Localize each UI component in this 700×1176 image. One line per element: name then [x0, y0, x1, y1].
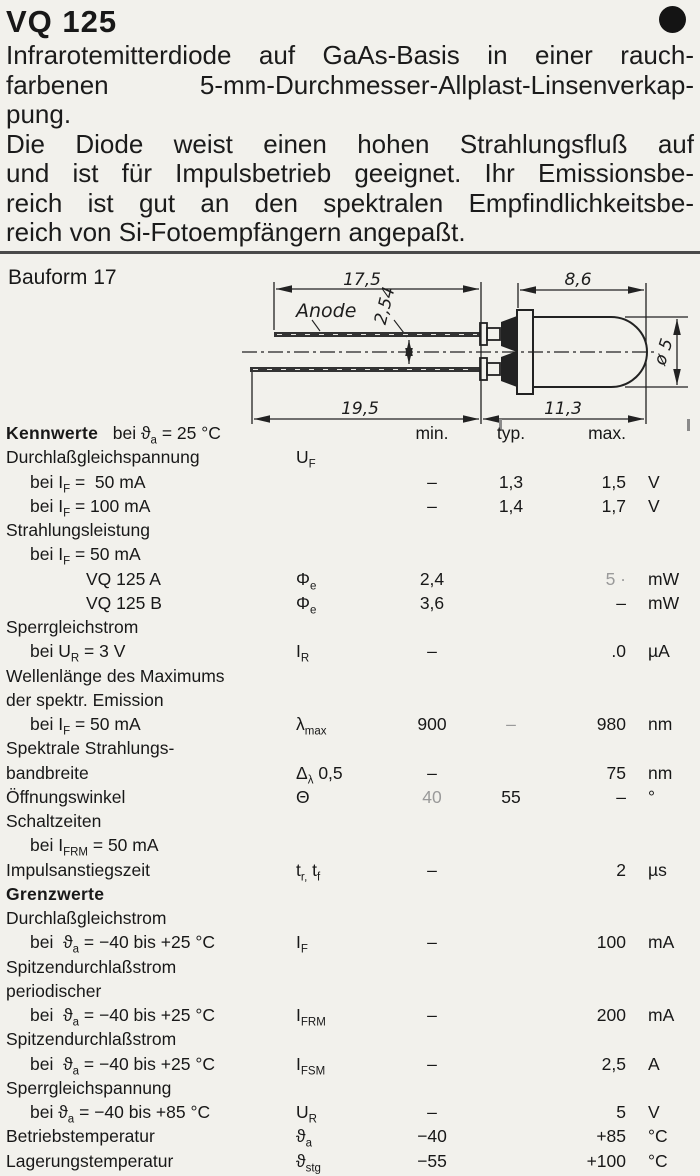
dimension-label-bottom-lead: 19,5 [341, 399, 379, 419]
row-unit: µA [648, 641, 670, 662]
row-min-value [396, 542, 468, 566]
row-unit: nm [648, 714, 673, 734]
row-min-value: – [427, 1005, 437, 1025]
row-typ-value [468, 591, 554, 615]
row-symbol: $U_F$ [296, 447, 316, 471]
bauform-label: Bauform 17 [8, 266, 117, 289]
row-label: Spitzendurchlaßstrom [6, 956, 177, 977]
row-min-value: – [427, 932, 437, 953]
table-row [6, 858, 694, 882]
row-label: Durchlaßgleichspannung [6, 447, 200, 468]
row-typ-value [468, 882, 554, 906]
row-unit [626, 809, 694, 833]
row-max-value: +85 [596, 1126, 626, 1147]
table-row [6, 833, 694, 857]
row-typ-value [468, 542, 554, 566]
row-max-value: 100 [596, 932, 626, 953]
table-row [6, 809, 694, 833]
parameter-table [6, 421, 694, 1173]
row-symbol: $\Phi_e$ [296, 592, 317, 617]
table-row [6, 518, 694, 542]
row-unit [626, 736, 694, 760]
row-label: Wellenlänge des Maximums [6, 665, 225, 686]
row-min-value [396, 833, 468, 857]
row-max-value: .0 [611, 641, 626, 662]
row-max-value [554, 906, 626, 930]
row-symbol: $I_R$ [296, 641, 310, 665]
row-min-value: – [427, 471, 437, 492]
row-label: Spektrale Strahlungs- [6, 738, 175, 759]
row-min-value [396, 979, 468, 1003]
row-unit [626, 445, 694, 469]
row-min-value: 40 [422, 786, 442, 807]
row-label: bei $ϑ_a = -40$ bis +85 °C [30, 1102, 211, 1126]
row-typ-value: typ. [496, 423, 526, 443]
row-max-value: 75 [606, 762, 626, 783]
row-min-value: 3,6 [419, 592, 445, 613]
row-typ-value [468, 445, 554, 469]
intro-line: pung. [6, 99, 72, 129]
row-min-value: – [427, 641, 437, 662]
row-symbol: $\lambda_{max}$ [296, 714, 327, 738]
table-row [6, 688, 694, 712]
row-label: bei $I_F = 100$ mA [30, 495, 151, 520]
row-unit: ° [648, 786, 655, 807]
row-unit [626, 833, 694, 857]
separator-rule [0, 251, 700, 254]
row-unit: nm [648, 762, 673, 783]
row-min-value: 2,4 [419, 568, 445, 589]
row-unit [626, 664, 694, 688]
row-max-value: max. [588, 423, 626, 443]
row-min-value [396, 445, 468, 469]
registration-dot-icon [659, 6, 686, 33]
row-min-value [396, 518, 468, 542]
dimension-label-diameter: ø 5 [650, 336, 678, 368]
intro-line: Infrarotemitterdiode auf GaAs-Basis in einer rauch- [6, 40, 694, 70]
table-row [6, 882, 694, 906]
row-min-value [396, 1076, 468, 1100]
row-max-value [554, 979, 626, 1003]
row-symbol [289, 421, 396, 445]
row-label: bei $ϑ_a = -40$ bis +25 °C [30, 932, 215, 956]
row-typ-value [468, 664, 554, 688]
row-typ-value [468, 809, 554, 833]
row-typ-value [468, 1100, 554, 1124]
table-row [6, 470, 694, 494]
diode-outline-drawing [0, 260, 700, 430]
dimension-label-top-lead: 17,5 [343, 270, 381, 290]
row-symbol [289, 736, 396, 760]
row-max-value: 5 [616, 1102, 626, 1122]
row-unit: V [648, 471, 660, 492]
row-max-value: +100 [586, 1150, 626, 1171]
row-min-value [396, 882, 468, 906]
row-min-value [396, 1027, 468, 1051]
row-typ-value [468, 1124, 554, 1148]
row-typ-value: 55 [501, 786, 521, 807]
row-symbol [289, 664, 396, 688]
row-label: bei $U_R = 3$ V [30, 641, 126, 665]
row-min-value: – [427, 762, 437, 783]
anode-label: Anode [296, 300, 357, 322]
row-max-value: 2 [616, 859, 626, 880]
row-max-value [554, 445, 626, 469]
table-row [6, 761, 694, 785]
row-symbol: $I_{FRM}$ [296, 1005, 326, 1029]
row-symbol [289, 1027, 396, 1051]
row-typ-value [468, 955, 554, 979]
row-unit: mW [648, 592, 680, 613]
row-label: bei $ϑ_a = -40$ bis +25 °C [30, 1053, 215, 1077]
row-unit [626, 1027, 694, 1051]
row-unit [626, 688, 694, 712]
row-typ-value [468, 1003, 554, 1027]
row-unit [626, 615, 694, 639]
row-max-value [554, 833, 626, 857]
row-min-value: – [427, 859, 437, 880]
row-typ-value [468, 906, 554, 930]
row-symbol [289, 955, 396, 979]
dimension-label-pitch: 2,54 [370, 285, 400, 327]
table-row [6, 591, 694, 615]
row-symbol [289, 882, 396, 906]
row-unit: mA [648, 932, 675, 953]
row-symbol: $I_{FSM}$ [296, 1053, 326, 1077]
row-min-value: −40 [417, 1126, 447, 1147]
table-row [6, 906, 694, 930]
table-row [6, 1149, 694, 1173]
row-unit [626, 955, 694, 979]
row-max-value [554, 1076, 626, 1100]
row-typ-value: 1,3 [498, 471, 524, 492]
table-row [6, 712, 694, 736]
table-row [6, 421, 694, 445]
row-typ-value [468, 688, 554, 712]
dimension-label-cap: 8,6 [564, 270, 592, 290]
table-row [6, 664, 694, 688]
row-unit: mA [648, 1005, 675, 1025]
row-symbol: $ϑ_{stg}$ [296, 1150, 321, 1174]
row-unit: V [648, 1102, 660, 1122]
row-max-value: 1,7 [601, 495, 626, 516]
row-unit: °C [648, 1126, 668, 1147]
intro-line: Die Diode weist einen hohen Strahlungsfluß auf [6, 128, 694, 159]
row-label: Durchlaßgleichstrom [6, 908, 167, 928]
row-max-value: – [616, 592, 626, 613]
row-typ-value [468, 615, 554, 639]
row-symbol [289, 688, 396, 712]
row-typ-value: 1,4 [498, 495, 524, 516]
row-min-value: – [427, 495, 437, 516]
row-min-value [396, 906, 468, 930]
row-symbol: $\Delta_\lambda$ 0,5 [296, 762, 343, 786]
row-symbol [289, 470, 396, 494]
row-label: bei $I_F = 50$ mA [30, 714, 141, 738]
row-max-value: 2,5 [601, 1053, 626, 1074]
row-unit: V [648, 495, 660, 516]
row-label: bei $I_F = 50$ mA [30, 544, 141, 568]
table-row [6, 494, 694, 518]
row-label: Strahlungsleistung [6, 520, 150, 540]
table-row [6, 639, 694, 663]
row-symbol [289, 1076, 396, 1100]
row-label: Spitzendurchlaßstrom [6, 1029, 177, 1050]
table-row [6, 955, 694, 979]
row-label: Kennwerte bei $ϑ_a = 25$ °C [6, 423, 221, 447]
row-typ-value [468, 1052, 554, 1076]
row-typ-value [468, 1149, 554, 1173]
row-max-value [554, 1027, 626, 1051]
row-max-value [554, 955, 626, 979]
row-unit: µs [648, 859, 667, 880]
row-symbol: $t_{r,}$ $t_f$ [296, 859, 321, 883]
row-typ-value [468, 736, 554, 760]
row-symbol [289, 809, 396, 833]
row-label: Lagerungstemperatur [6, 1150, 174, 1171]
table-row [6, 1124, 694, 1148]
row-max-value: 980 [596, 714, 626, 734]
row-min-value [396, 688, 468, 712]
row-min-value: −55 [417, 1150, 447, 1171]
row-unit [626, 518, 694, 542]
intro-line: reich von Si-Fotoempfängern angepaßt. [6, 217, 466, 247]
row-unit [626, 421, 694, 445]
table-row [6, 445, 694, 469]
row-label: bei $ϑ_a = -40$ bis +25 °C [30, 1005, 215, 1029]
table-row [6, 1100, 694, 1124]
row-symbol [289, 494, 396, 518]
row-typ-value [468, 567, 554, 591]
row-max-value [554, 882, 626, 906]
row-min-value: min. [415, 423, 449, 443]
row-min-value [396, 955, 468, 979]
row-label: Öffnungswinkel [6, 786, 126, 807]
table-row [6, 615, 694, 639]
table-row [6, 542, 694, 566]
intro-line: und ist für Impulsbetrieb geeignet. Ihr Emissionsbe- [6, 158, 694, 188]
table-row [6, 736, 694, 760]
row-max-value [554, 518, 626, 542]
row-label: periodischer [6, 980, 102, 1001]
row-unit [626, 906, 694, 930]
row-symbol [289, 979, 396, 1003]
row-max-value [554, 688, 626, 712]
row-max-value [554, 664, 626, 688]
row-symbol [289, 518, 396, 542]
row-label: Impulsanstiegszeit [6, 859, 150, 880]
row-min-value [396, 615, 468, 639]
table-row [6, 785, 694, 809]
row-symbol [289, 833, 396, 857]
row-label: Sperrgleichstrom [6, 617, 139, 637]
row-unit [626, 542, 694, 566]
row-typ-value [468, 1076, 554, 1100]
row-symbol: $U_R$ [296, 1102, 317, 1126]
row-max-value [554, 736, 626, 760]
row-min-value: – [427, 1053, 437, 1074]
intro-line: farbenen 5-mm-Durchmesser-Allplast-Linsenverkap- [6, 69, 694, 100]
row-label: Grenzwerte [6, 883, 105, 904]
row-max-value [554, 615, 626, 639]
row-typ-value [468, 930, 554, 954]
row-min-value [396, 809, 468, 833]
row-symbol: Θ [296, 786, 310, 807]
row-label: Schaltzeiten [6, 811, 102, 831]
row-typ-value [468, 761, 554, 785]
row-unit: mW [648, 568, 680, 589]
row-min-value: – [427, 1102, 437, 1122]
row-label: bandbreite [6, 762, 89, 783]
row-unit: A [648, 1053, 660, 1074]
row-label: bei $I_{FRM} = 50$ mA [30, 835, 159, 859]
row-max-value: 5 · [605, 568, 626, 589]
table-row [6, 1052, 694, 1076]
row-symbol [289, 542, 396, 566]
row-unit [626, 882, 694, 906]
row-symbol [289, 615, 396, 639]
row-symbol [289, 906, 396, 930]
row-symbol: $ϑ_a$ [296, 1126, 312, 1150]
row-max-value: 1,5 [601, 471, 626, 492]
page-title: VQ 125 [6, 4, 118, 39]
row-min-value: 900 [417, 714, 447, 734]
row-typ-value [468, 1027, 554, 1051]
row-max-value: 200 [596, 1005, 626, 1025]
table-row [6, 1027, 694, 1051]
row-unit [626, 1076, 694, 1100]
row-typ-value [468, 979, 554, 1003]
intro-line: reich ist gut an den spektralen Empfindlichkeitsbe- [6, 187, 694, 218]
table-row [6, 1003, 694, 1027]
row-typ-value [468, 518, 554, 542]
table-row [6, 930, 694, 954]
intro-paragraph [6, 41, 694, 248]
row-typ-value [468, 639, 554, 663]
row-label: Betriebstemperatur [6, 1126, 155, 1147]
row-label: der spektr. Emission [6, 689, 164, 710]
row-label: bei $I_F = 50$ mA [30, 471, 146, 495]
table-row [6, 567, 694, 591]
row-typ-value [468, 833, 554, 857]
row-label: VQ 125 A [86, 568, 161, 589]
table-row [6, 1076, 694, 1100]
row-max-value: – [616, 786, 626, 807]
row-label: VQ 125 B [86, 592, 162, 613]
row-unit: °C [648, 1150, 668, 1171]
row-typ-value [468, 858, 554, 882]
row-symbol: $\Phi_e$ [296, 568, 317, 592]
row-min-value [396, 736, 468, 760]
table-row [6, 979, 694, 1003]
row-label: Sperrgleichspannung [6, 1077, 172, 1098]
row-symbol: $I_F$ [296, 932, 308, 956]
row-max-value [554, 809, 626, 833]
row-min-value [396, 664, 468, 688]
row-unit [626, 979, 694, 1003]
dimension-label-body: 11,3 [544, 399, 582, 419]
row-max-value [554, 542, 626, 566]
row-typ-value: – [506, 714, 516, 734]
